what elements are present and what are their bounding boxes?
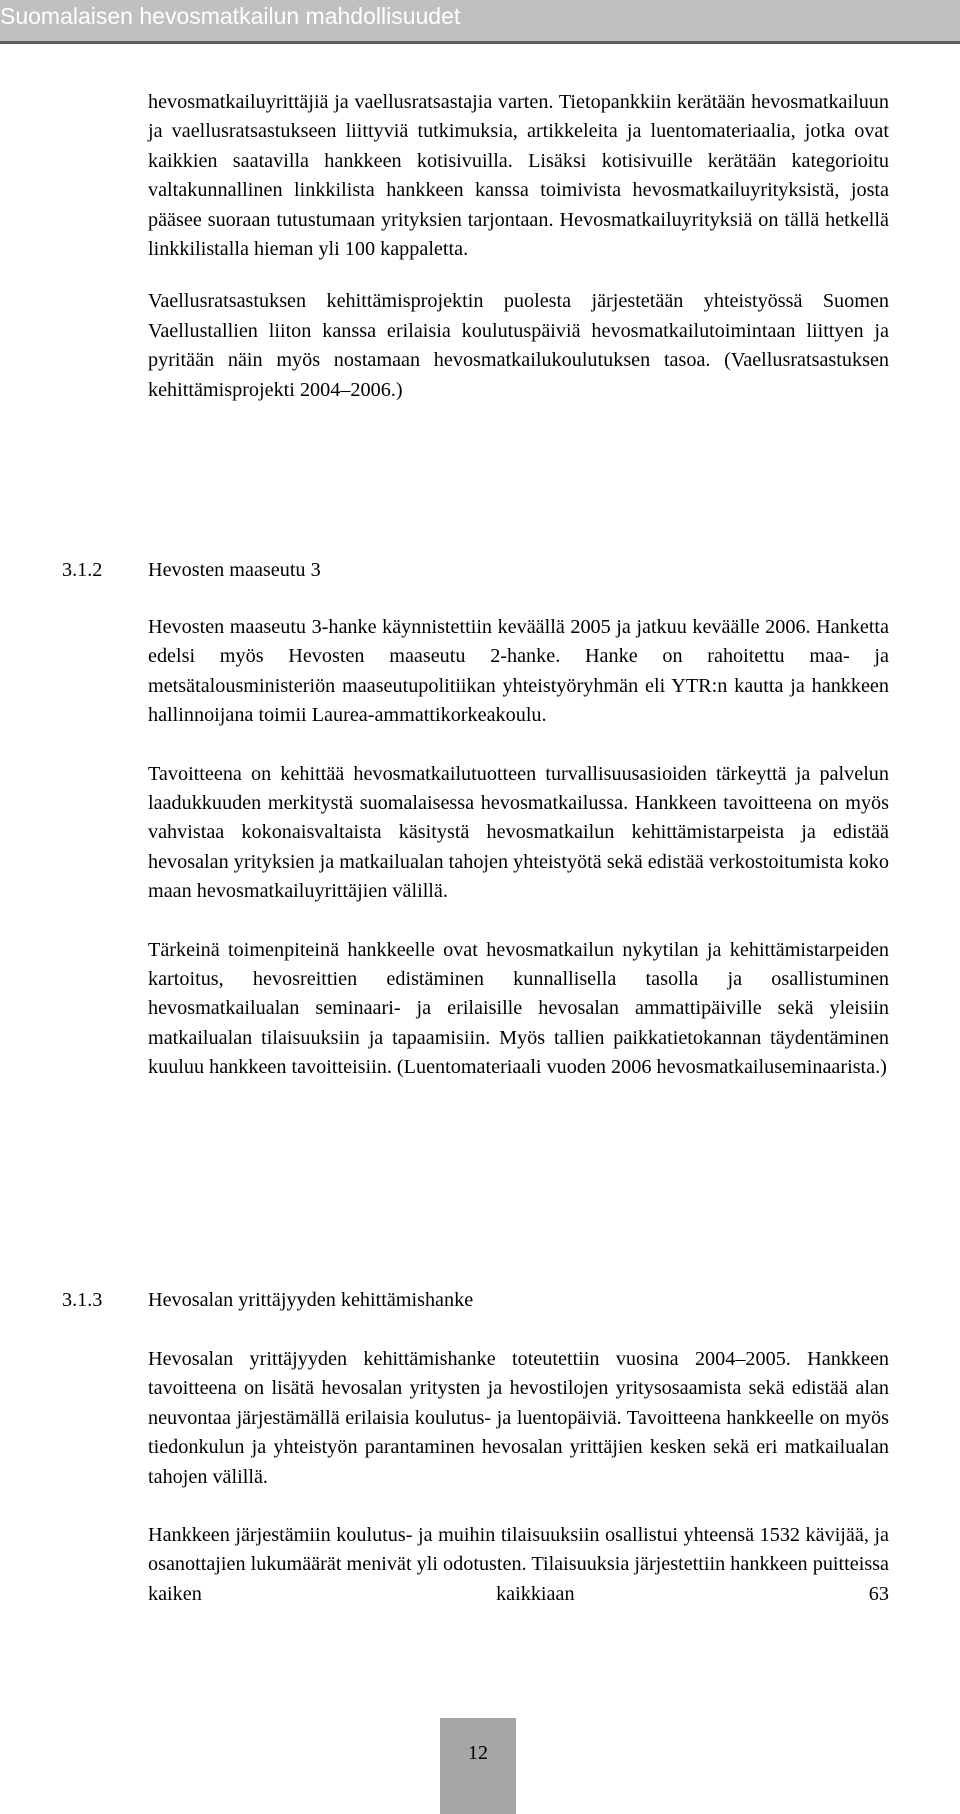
- body-paragraph: Hankkeen järjestämiin koulutus- ja muihin tilaisuuksiin osallistui yhteensä 1532 kävijää, ja osanottajien lukumäärät menivät yli odotusten. Tilaisuuksia järjestettiin hankkeen puitteissa kaiken kaikkiaan 63: [148, 1524, 889, 1605]
- page-number-box: [440, 1718, 516, 1814]
- intro-text: [148, 88, 889, 428]
- page-number: 12: [468, 1742, 488, 1764]
- body-paragraph: Tavoitteena on kehittää hevosmatkailutuotteen turvallisuusasioiden tärkeyttä ja palvelun laadukkuuden merkitystä suomalaisessa hevosmatkailussa. Hankkeen tavoitteena on myös vahvistaa kokonaisvaltaista käsitystä hevosmatkailun kehittämistarpeista ja edistää hevosalan yrityksien ja matkailualan tahojen yhteistyötä sekä edistää verkostoitumista koko maan hevosmatkailuyrittäjien välillä.: [148, 762, 889, 903]
- section-body: [148, 613, 889, 1112]
- section-title: Hevosten maaseutu 3: [148, 559, 321, 581]
- running-header-title: Suomalaisen hevosmatkailun mahdollisuudet: [0, 3, 461, 29]
- section-body: [148, 1345, 889, 1638]
- section-heading: [62, 1286, 474, 1315]
- section-heading: [62, 556, 321, 585]
- intro-paragraph: Vaellusratsastuksen kehittämisprojektin puolesta järjestetään yhteistyössä Suomen Vaellustallien liiton kanssa erilaisia koulutuspäiviä hevosmatkailutoimintaan liittyen ja pyritään näin myös nostamaan hevosmatkailukoulutuksen tasoa. (Vaellusratsastuksen kehittämisprojekti 2004–2006.): [148, 290, 889, 401]
- body-paragraph: Hevosalan yrittäjyyden kehittämishanke toteutettiin vuosina 2004–2005. Hankkeen tavoitteena on lisätä hevosalan yritysten ja hevostilojen yritysosaamista sekä edistää alan neuvontaa järjestämällä erilaisia koulutus- ja luentopäiviä. Tavoitteena hankkeelle on myös tiedonkulun ja yhteistyön parantaminen hevosalan yrittäjien kesken sekä eri matkailualan tahojen välillä.: [148, 1348, 889, 1488]
- intro-paragraph: hevosmatkailuyrittäjiä ja vaellusratsastajia varten. Tietopankkiin kerätään hevosmatkailuun ja vaellusratsastukseen liittyviä tutkimuksia, artikkeleita ja luentomateriaalia, jotka ovat kaikkien saatavilla hankkeen kotisivuilla. Lisäksi kotisivuille kerätään kategorioitu valtakunnallinen linkkilista hankkeen kanssa toimivista hevosmatkailuyrityksistä, josta pääsee suoraan tutustumaan yrityksien tarjontaan. Hevosmatkailuyrityksiä on tällä hetkellä linkkilistalla hieman yli 100 kappaletta.: [148, 91, 889, 261]
- body-paragraph: Hevosten maaseutu 3-hanke käynnistettiin keväällä 2005 ja jatkuu keväälle 2006. Hanketta edelsi myös Hevosten maaseutu 2-hanke. Hanke on rahoitettu maa- ja metsätalousministeriön maaseutupolitiikan yhteistyöryhmän eli YTR:n kautta ja hankkeen hallinnoijana toimii Laurea-ammattikorkeakoulu.: [148, 616, 889, 727]
- section-number: 3.1.2: [62, 559, 103, 581]
- section-title: Hevosalan yrittäjyyden kehittämishanke: [148, 1289, 474, 1311]
- running-header: [0, 0, 960, 44]
- body-paragraph: Tärkeinä toimenpiteinä hankkeelle ovat hevosmatkailun nykytilan ja kehittämistarpeiden kartoitus, hevosreittien edistäminen kunnallisella tasolla ja osallistuminen hevosmatkailualan seminaari- ja erilaisille hevosalan ammattipäiville sekä yleisiin matkailualan tilaisuuksiin ja tapaamisiin. Myös tallien paikkatietokannan täydentäminen kuuluu hankkeen tavoitteisiin. (Luentomateriaali vuoden 2006 hevosmatkailuseminaarista.): [148, 938, 889, 1079]
- section-number: 3.1.3: [62, 1289, 103, 1311]
